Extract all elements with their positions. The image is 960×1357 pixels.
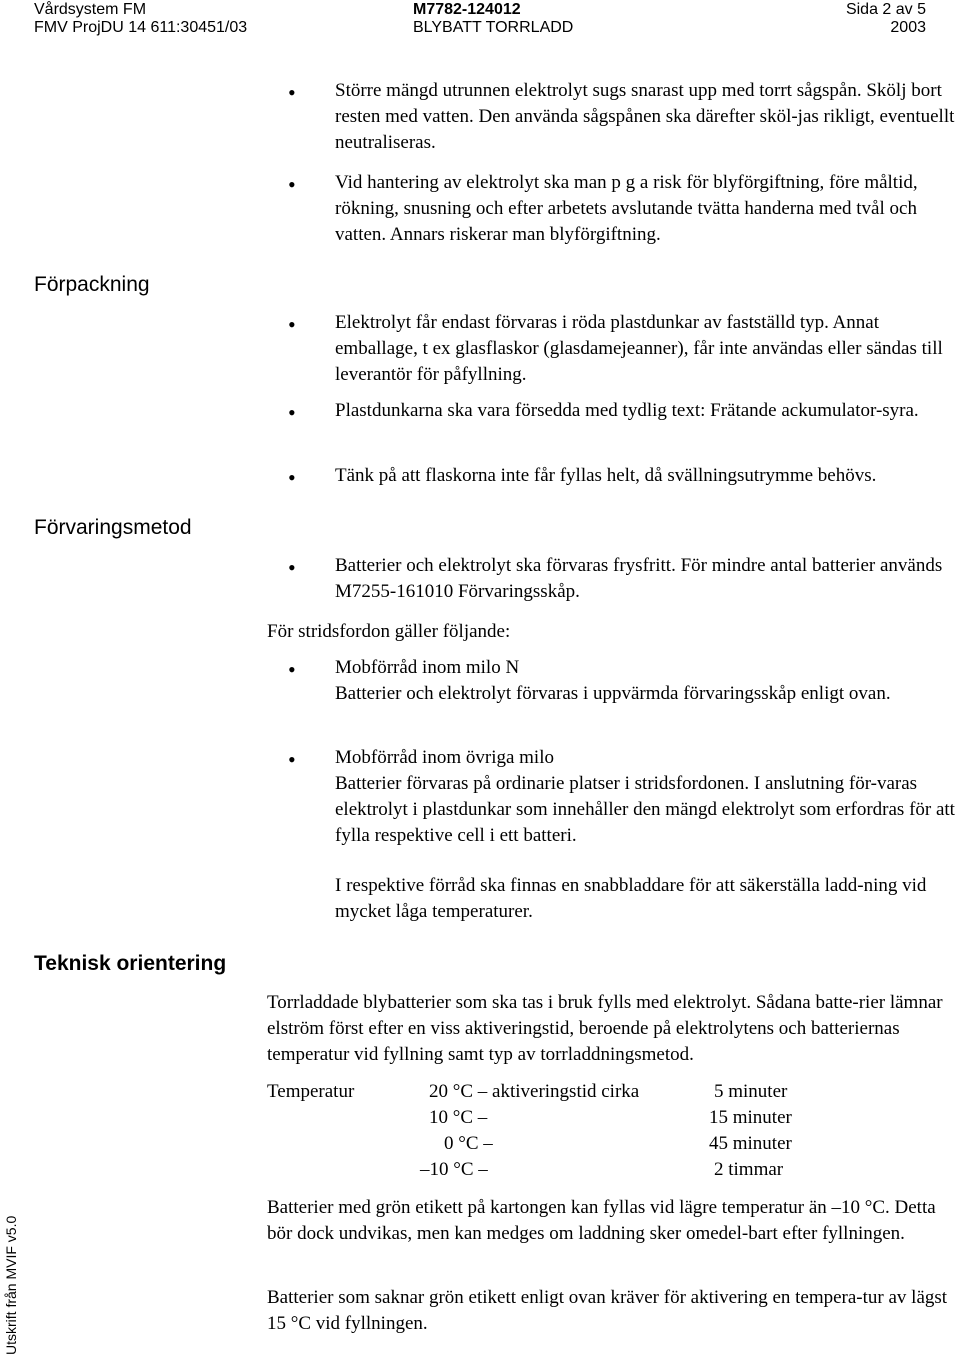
- bullet-text-sawdust: Större mängd utrunnen elektrolyt sugs snarast upp med torrt sågspån. Skölj bort resten med vatten. Den använda sågspånen ska därefter sköl-jas rikligt, eventuellt neutraliseras.: [335, 80, 955, 153]
- bullet-text-red-containers: Elektrolyt får endast förvaras i röda plastdunkar av fastställd typ. Annat emballage, t ex glasflaskor (glasdamejeanner), får inte användas eller sändas till leverantör för påfyllning.: [335, 312, 943, 385]
- bullet-marker: •: [288, 312, 296, 337]
- header-year: 2003: [890, 19, 926, 36]
- table-time-cell: 45 minuter: [709, 1133, 792, 1154]
- section-heading-forvaringsmetod: Förvaringsmetod: [34, 516, 192, 539]
- bullet-marker: •: [288, 555, 296, 580]
- header-document-title: BLYBATT TORRLADD: [413, 19, 574, 36]
- bullet-marker: •: [288, 747, 296, 772]
- bullet-text-lead-poisoning: Vid hantering av elektrolyt ska man p g a risk för blyförgiftning, före måltid, rökning, snusning och efter arbetets avslutande tvätta handerna med tvål och vatten. Annars riskerar man blyförgiftning.: [335, 172, 918, 245]
- bullet-marker: •: [288, 400, 296, 425]
- paragraph-dry-charged-intro: Torrladdade blybatterier som ska tas i bruk fylls med elektrolyt. Sådana batte-rier lämnar elström först efter en viss aktiveringstid, beroende på elektrolytens och batteriernas temperatur vid fyllning samt typ av torrladdningsmetod.: [267, 992, 943, 1065]
- header-system-name: Vårdsystem FM: [34, 1, 147, 18]
- bullet-marker: •: [288, 657, 296, 682]
- header-document-number: M7782-124012: [413, 1, 521, 18]
- paragraph-fast-charger-note: I respektive förråd ska finnas en snabbladdare för att säkerställa ladd-ning vid mycket låga temperaturer.: [335, 875, 927, 922]
- table-time-cell: 5 minuter: [714, 1081, 788, 1102]
- bullet-milo-n-text: Batterier och elektrolyt förvaras i uppvärmda förvaringsskåp enligt ovan.: [335, 683, 891, 704]
- paragraph-combat-vehicles-intro: För stridsfordon gäller följande:: [267, 621, 511, 642]
- table-temp-cell: 10 °C –: [429, 1107, 488, 1128]
- section-heading-teknisk-orientering: Teknisk orientering: [34, 952, 227, 975]
- section-heading-forpackning: Förpackning: [34, 273, 150, 296]
- paragraph-no-green-label: Batterier som saknar grön etikett enligt ovan kräver för aktivering en tempera-tur av lägst 15 °C vid fyllningen.: [267, 1287, 948, 1334]
- header-project-id: FMV ProjDU 14 611:30451/03: [34, 19, 248, 36]
- table-temp-cell: 0 °C –: [444, 1133, 493, 1154]
- print-source-footer: Utskrift från MVIF v5.0: [3, 1215, 19, 1355]
- table-temp-cell: –10 °C –: [420, 1159, 488, 1180]
- bullet-milo-n: [335, 655, 955, 707]
- table-time-cell: 15 minuter: [709, 1107, 792, 1128]
- table-label-temperature: Temperatur: [267, 1081, 355, 1102]
- paragraph-green-label: Batterier med grön etikett på kartongen kan fyllas vid lägre temperatur än –10 °C. Detta bör dock undvikas, men kan medges om laddning sker omedel-bart efter fyllningen.: [267, 1197, 936, 1244]
- bullet-text-frost-free: Batterier och elektrolyt ska förvaras frysfritt. För mindre antal batterier används M7255-161010 Förvaringsskåp.: [335, 555, 943, 602]
- bullet-text-labeling: Plastdunkarna ska vara försedda med tydlig text: Frätande ackumulator-syra.: [335, 400, 919, 421]
- bullet-marker: •: [288, 80, 296, 105]
- bullet-text-swelling-space: Tänk på att flaskorna inte får fyllas helt, då svällningsutrymme behövs.: [335, 465, 877, 486]
- bullet-marker: •: [288, 172, 296, 197]
- bullet-other-milo: [335, 745, 955, 849]
- table-time-cell: 2 timmar: [714, 1159, 784, 1180]
- header-page-number: Sida 2 av 5: [845, 1, 926, 18]
- bullet-marker: •: [288, 465, 296, 490]
- bullet-milo-n-title: Mobförråd inom milo N: [335, 657, 520, 678]
- bullet-other-milo-text: Batterier förvaras på ordinarie platser i stridsfordonen. I anslutning för-varas elektrolyt i plastdunkar som innehåller den mängd elektrolyt som erfordras för att fylla respektive cell i ett batteri.: [335, 773, 955, 846]
- table-temp-cell: 20 °C – aktiveringstid cirka: [429, 1081, 640, 1102]
- bullet-other-milo-title: Mobförråd inom övriga milo: [335, 747, 554, 768]
